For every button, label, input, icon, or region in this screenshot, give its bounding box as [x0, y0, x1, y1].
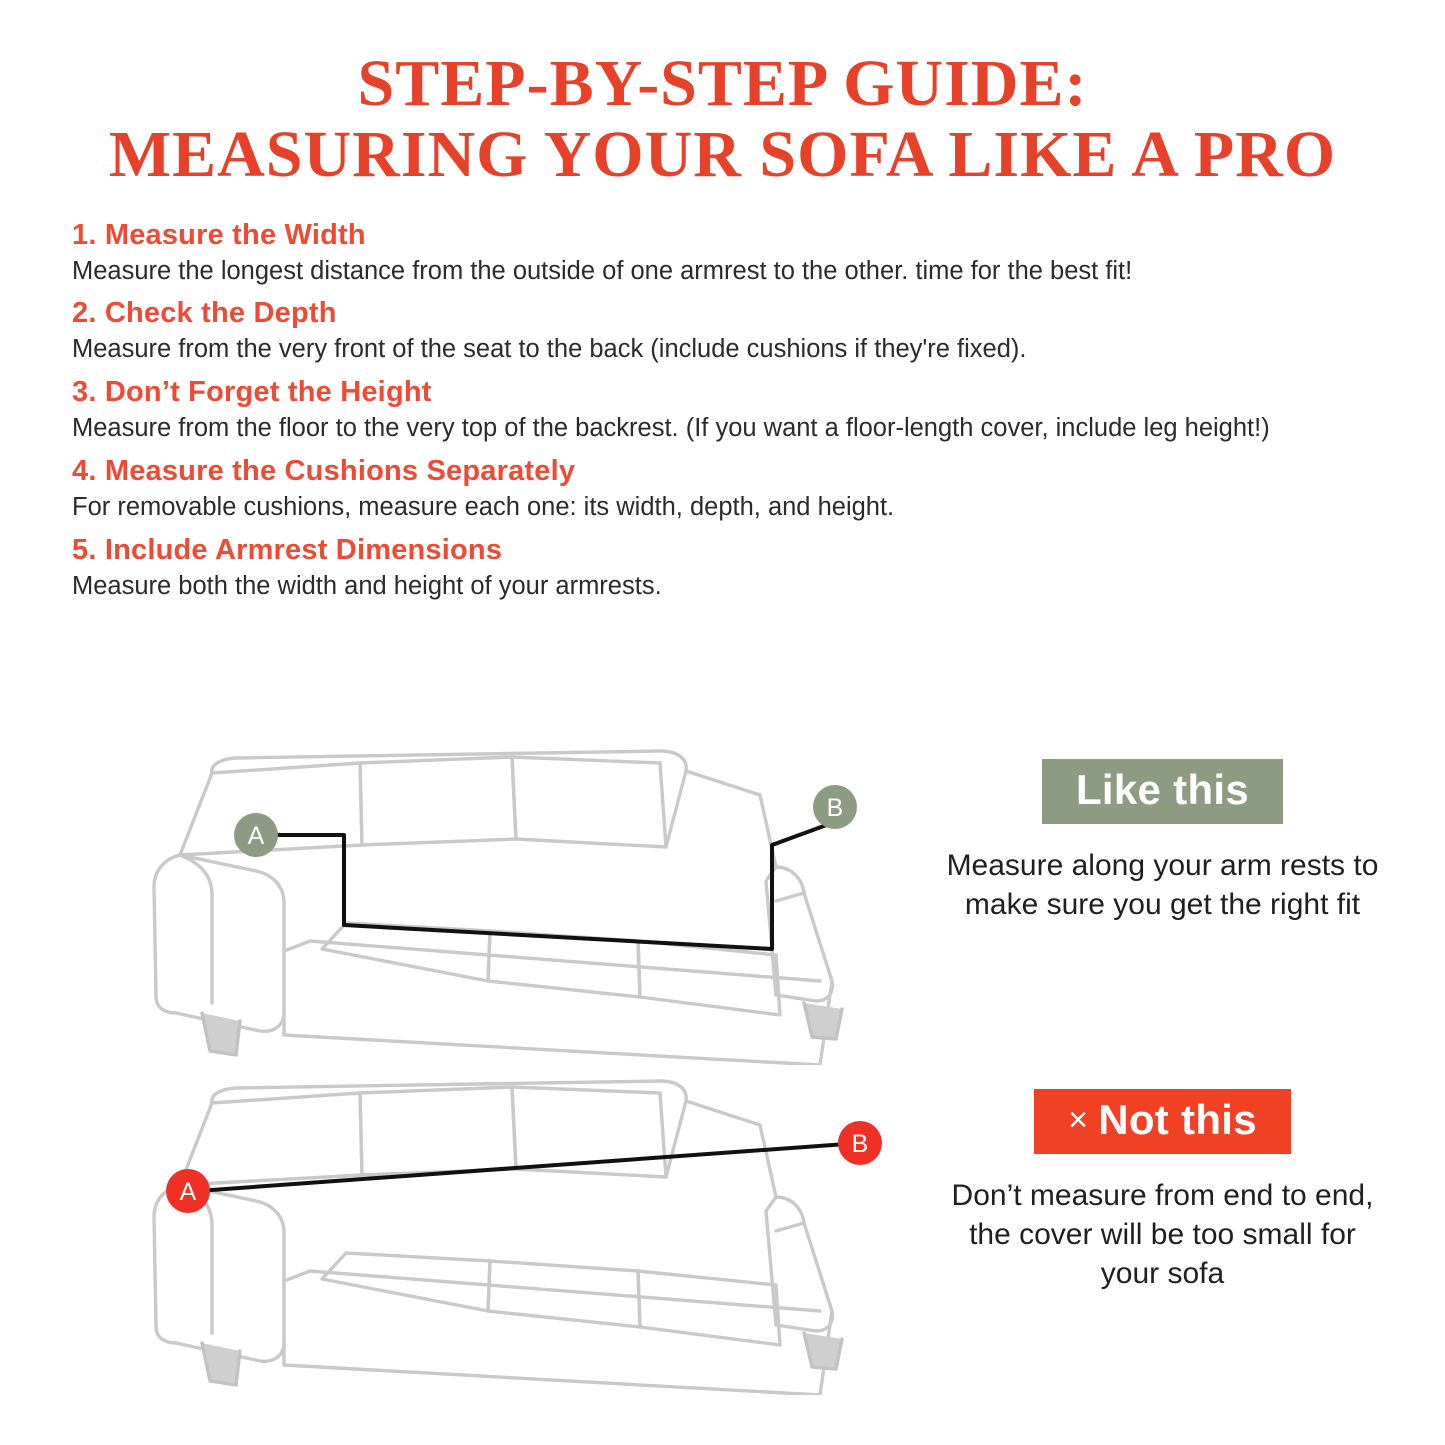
- panel-incorrect: [60, 1065, 1385, 1395]
- step-item: [72, 376, 1377, 445]
- title-line-2: MEASURING YOUR SOFA LIKE A PRO: [108, 118, 1337, 192]
- svg-text:A: A: [247, 822, 265, 850]
- step-heading: 4. Measure the Cushions Separately: [72, 455, 576, 488]
- like-this-badge: Like this: [1042, 759, 1283, 824]
- step-heading: 1. Measure the Width: [72, 218, 366, 251]
- step-heading: 3. Don’t Forget the Height: [72, 376, 432, 409]
- not-this-caption: Don’t measure from end to end, the cover will be too small for your sofa: [951, 1179, 1374, 1290]
- step-heading: 2. Check the Depth: [72, 297, 337, 330]
- step-text: Measure both the width and height of your armrests.: [72, 572, 662, 601]
- step-text: Measure the longest distance from the outside of one armrest to the other. time for the best fit!: [72, 256, 1133, 285]
- step-item: [72, 297, 1377, 366]
- step-item: [72, 455, 1377, 524]
- step-text: Measure from the floor to the very top of the backrest. (If you want a floor-length cover, include leg height!): [72, 414, 1270, 443]
- steps-list: [72, 219, 1377, 603]
- svg-text:B: B: [851, 1130, 869, 1158]
- svg-text:A: A: [179, 1178, 197, 1206]
- sofa-illustration-incorrect: [60, 1065, 920, 1395]
- step-item: [72, 219, 1377, 288]
- like-this-caption: Measure along your arm rests to make sure you get the right fit: [946, 849, 1379, 921]
- step-item: [72, 534, 1377, 603]
- step-text: Measure from the very front of the seat to the back (include cushions if they're fixed).: [72, 335, 1027, 364]
- not-this-label: Not this: [1098, 1096, 1257, 1143]
- step-text: For removable cushions, measure each one: its width, depth, and height.: [72, 493, 895, 522]
- sofa-illustration-correct: [60, 735, 920, 1065]
- panel-correct-side: [920, 735, 1385, 924]
- panel-incorrect-side: [920, 1065, 1385, 1293]
- illustration-panels: [60, 735, 1385, 1395]
- step-heading: 5. Include Armrest Dimensions: [72, 534, 503, 567]
- title-line-1: STEP-BY-STEP GUIDE:: [357, 47, 1088, 120]
- close-icon: ×: [1068, 1101, 1089, 1139]
- svg-text:B: B: [826, 794, 844, 822]
- not-this-badge: [1034, 1089, 1291, 1154]
- panel-correct: [60, 735, 1385, 1065]
- page-title: [60, 48, 1385, 191]
